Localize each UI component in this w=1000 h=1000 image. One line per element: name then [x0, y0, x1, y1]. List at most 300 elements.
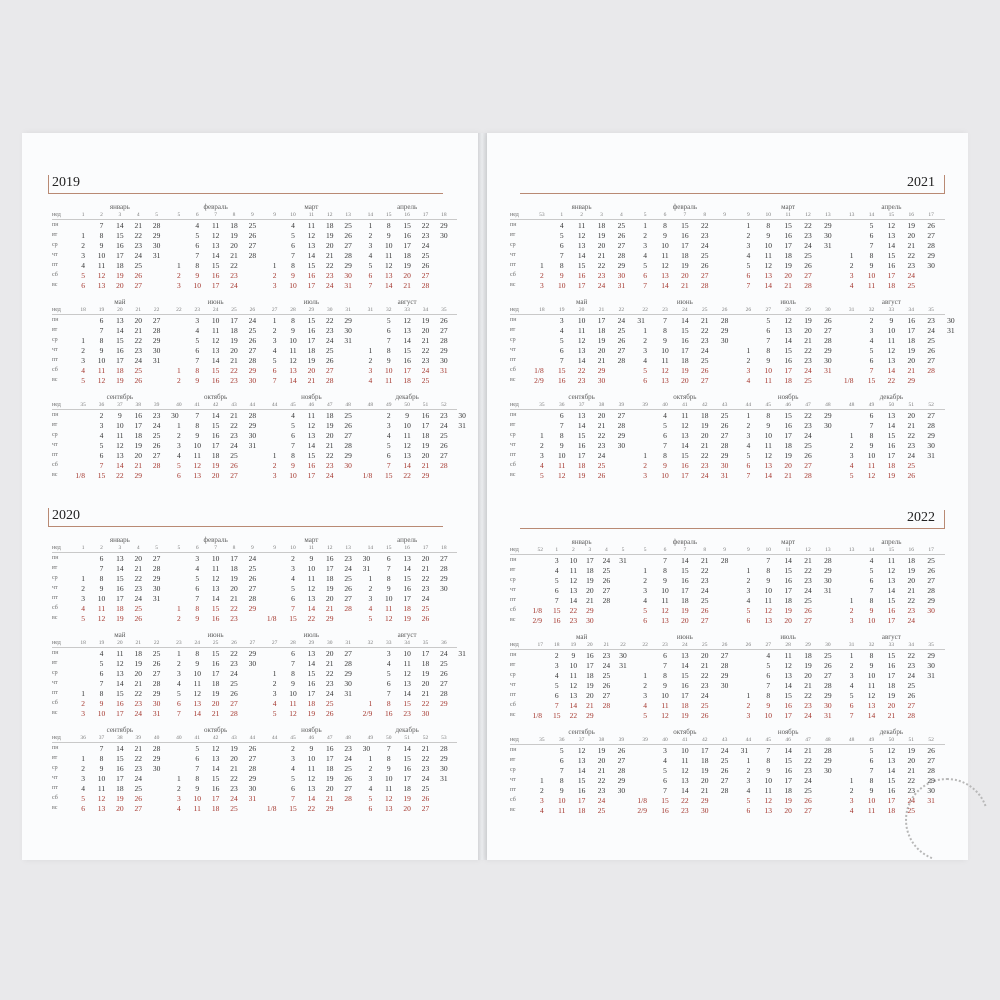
calendar-day: 23: [421, 356, 430, 365]
calendar-day: 7: [195, 411, 200, 420]
calendar-day: 19: [784, 606, 792, 615]
week-number: 1: [560, 212, 564, 218]
week-number: 46: [785, 737, 791, 743]
calendar-day: 19: [907, 346, 915, 355]
week-number: 45: [290, 402, 296, 408]
calendar-day: 17: [887, 451, 896, 460]
calendar-day: 30: [152, 699, 161, 708]
week-number: 44: [271, 402, 278, 408]
calendar-day: 23: [804, 231, 812, 240]
week-number: 13: [825, 212, 831, 218]
calendar-day: 22: [421, 574, 430, 583]
calendar-day: 15: [681, 221, 689, 230]
calendar-day: 27: [230, 699, 238, 708]
calendar-day: 13: [193, 699, 202, 708]
calendar-day: 27: [617, 756, 626, 765]
calendar-day: 4: [368, 376, 373, 385]
calendar-day: 19: [784, 796, 792, 805]
calendar-day: 1: [81, 689, 86, 698]
calendar-day: 7: [554, 701, 559, 710]
calendar-day: 21: [134, 326, 142, 335]
calendar-day: 3: [869, 326, 874, 335]
calendar-day: 15: [403, 699, 411, 708]
calendar-day: 22: [907, 651, 915, 660]
calendar-day: 19: [116, 614, 124, 623]
calendar-day: 31: [440, 774, 448, 783]
calendar-day: 26: [804, 451, 812, 460]
calendar-day: 11: [887, 556, 895, 565]
calendar-day: 5: [195, 231, 200, 240]
week-number: 7: [214, 212, 217, 218]
calendar-day: 21: [421, 744, 430, 753]
calendar-day: 22: [134, 754, 142, 763]
calendar-day: 13: [193, 471, 202, 480]
calendar-day: 20: [403, 271, 411, 280]
week-number: 35: [539, 402, 545, 408]
calendar-day: 7: [99, 679, 104, 688]
calendar-day: 1: [272, 261, 277, 270]
calendar-day: 3: [849, 796, 854, 805]
calendar-day: 19: [887, 471, 896, 480]
week-row-rule: [510, 649, 945, 650]
week-number: 29: [308, 640, 315, 646]
calendar-day: 13: [569, 691, 578, 700]
week-number: 44: [745, 402, 752, 408]
calendar-day: 2: [849, 606, 854, 615]
calendar-day: 25: [248, 221, 257, 230]
calendar-day: 9: [766, 576, 771, 585]
weekday-label: вс: [510, 282, 516, 288]
week-label: нед: [510, 307, 519, 313]
calendar-day: 22: [887, 376, 896, 385]
calendar-day: 21: [887, 711, 896, 720]
calendar-day: 7: [663, 661, 667, 670]
calendar-day: 9: [195, 431, 200, 440]
week-number: 37: [578, 737, 585, 743]
calendar-day: 9: [766, 356, 771, 365]
calendar-day: 7: [195, 764, 200, 773]
calendar-day: 14: [116, 679, 124, 688]
calendar-day: 12: [887, 221, 896, 230]
calendar-day: 30: [617, 271, 626, 280]
calendar-day: 18: [325, 764, 334, 773]
week-number: 44: [249, 735, 256, 741]
calendar-day: 8: [766, 346, 771, 355]
calendar-day: 14: [307, 659, 316, 668]
calendar-day: 25: [421, 376, 430, 385]
month-name: сентябрь: [568, 393, 595, 401]
calendar-day: 2: [540, 786, 544, 795]
calendar-day: 12: [97, 271, 106, 280]
calendar-day: 2: [81, 764, 86, 773]
calendar-day: 5: [869, 346, 874, 355]
calendar-day: 2: [386, 411, 391, 420]
calendar-day: 3: [195, 554, 200, 563]
calendar-day: 18: [134, 431, 142, 440]
calendar-day: 18: [116, 366, 124, 375]
calendar-day: 22: [804, 221, 812, 230]
calendar-day: 19: [211, 461, 220, 470]
calendar-day: 2/9: [532, 616, 543, 625]
calendar-day: 1: [643, 671, 648, 680]
month-name: октябрь: [673, 728, 697, 736]
calendar-day: 6: [746, 616, 751, 625]
week-number: 18: [441, 212, 447, 218]
month-name: апрель: [397, 536, 418, 544]
calendar-day: 24: [700, 691, 709, 700]
calendar-day: 14: [116, 461, 124, 470]
calendar-day: 1: [849, 431, 854, 440]
calendar-day: 11: [97, 604, 106, 613]
calendar-day: 12: [764, 261, 773, 270]
calendar-day: 8: [195, 774, 200, 783]
calendar-day: 15: [553, 711, 561, 720]
calendar-day: 28: [617, 356, 626, 365]
week-number: 35: [441, 307, 447, 313]
calendar-day: 23: [700, 681, 709, 690]
calendar-day: 18: [116, 784, 124, 793]
weekday-label: чт: [510, 252, 516, 258]
calendar-day: 29: [248, 604, 257, 613]
calendar-day: 31: [637, 316, 645, 325]
calendar-day: 22: [421, 346, 430, 355]
calendar-day: 9: [99, 764, 104, 773]
calendar-day: 5: [368, 794, 373, 803]
calendar-day: 5: [81, 614, 86, 623]
calendar-day: 18: [597, 326, 606, 335]
week-number: 26: [745, 307, 752, 313]
calendar-day: 4: [81, 784, 86, 793]
calendar-day: 9: [766, 701, 771, 710]
calendar-day: 30: [586, 616, 594, 625]
calendar-day: 3: [177, 794, 181, 803]
calendar-day: 29: [824, 346, 832, 355]
calendar-day: 13: [569, 586, 578, 595]
calendar-day: 12: [193, 689, 202, 698]
calendar-day: 1: [177, 421, 181, 430]
week-number: 1: [81, 545, 85, 551]
calendar-day: 16: [553, 616, 561, 625]
calendar-day: 29: [927, 431, 935, 440]
calendar-day: 1: [177, 604, 181, 613]
calendar-day: 10: [193, 669, 202, 678]
week-number: 43: [231, 402, 237, 408]
calendar-day: 22: [907, 431, 915, 440]
week-number: 37: [117, 402, 123, 408]
weekday-label: вт: [52, 755, 58, 761]
calendar-day: 14: [577, 251, 586, 260]
calendar-day: 13: [307, 784, 316, 793]
calendar-day: 10: [97, 251, 106, 260]
month-name: ноябрь: [777, 728, 799, 736]
calendar-day: 3: [746, 776, 751, 785]
calendar-day: 9: [386, 356, 391, 365]
calendar-day: 3: [272, 689, 277, 698]
week-label: нед: [52, 307, 61, 313]
calendar-day: 21: [586, 701, 594, 710]
calendar-day: 7: [291, 604, 295, 613]
calendar-day: 13: [211, 584, 220, 593]
week-number: 52: [422, 735, 429, 741]
calendar-day: 3: [272, 336, 277, 345]
calendar-day: 16: [681, 231, 689, 240]
weekday-label: вс: [510, 472, 516, 478]
calendar-day: 4: [272, 699, 277, 708]
weekday-label: сб: [52, 462, 58, 468]
calendar-day: 24: [134, 251, 142, 260]
calendar-day: 10: [289, 336, 297, 345]
calendar-day: 18: [325, 411, 334, 420]
calendar-day: 8: [386, 754, 391, 763]
calendar-day: 4: [291, 574, 295, 583]
calendar-day: 25: [824, 651, 832, 660]
calendar-day: 28: [248, 251, 257, 260]
calendar-day: 25: [344, 221, 352, 230]
calendar-day: 10: [764, 366, 773, 375]
week-label: нед: [52, 402, 61, 408]
calendar-day: 16: [661, 806, 669, 815]
calendar-day: 12: [661, 606, 669, 615]
calendar-day: 19: [681, 366, 689, 375]
weekday-label: чт: [52, 775, 58, 781]
calendar-day: 3: [272, 471, 277, 480]
calendar-day: 31: [152, 251, 161, 260]
calendar-day: 15: [784, 756, 792, 765]
weekday-label: сб: [52, 700, 58, 706]
calendar-day: 26: [804, 796, 812, 805]
calendar-day: 25: [325, 346, 334, 355]
week-row-rule: [510, 744, 945, 745]
calendar-day: 29: [927, 251, 935, 260]
week-number: 41: [194, 735, 201, 741]
week-number: 13: [345, 545, 351, 551]
calendar-day: 29: [907, 376, 915, 385]
calendar-day: 21: [211, 709, 220, 718]
calendar-day: 22: [230, 649, 238, 658]
calendar-day: 24: [617, 316, 626, 325]
calendar-day: 10: [569, 556, 578, 565]
calendar-day: 11: [577, 221, 586, 230]
calendar-day: 15: [681, 326, 689, 335]
calendar-day: 1: [81, 754, 86, 763]
calendar-day: 7: [869, 366, 874, 375]
calendar-day: 10: [681, 746, 689, 755]
calendar-day: 12: [569, 681, 578, 690]
calendar-day: 20: [907, 356, 915, 365]
calendar-day: 4: [663, 756, 667, 765]
calendar-day: 5: [177, 689, 181, 698]
week-number: 52: [928, 737, 934, 743]
calendar-day: 4: [559, 221, 564, 230]
calendar-day: 29: [248, 774, 257, 783]
calendar-day: 24: [907, 796, 915, 805]
calendar-day: 8: [291, 316, 295, 325]
calendar-day: 19: [403, 614, 411, 623]
week-number: 49: [868, 402, 875, 408]
calendar-day: 19: [700, 421, 709, 430]
calendar-day: 26: [344, 774, 352, 783]
calendar-day: 28: [824, 746, 832, 755]
calendar-day: 7: [272, 376, 277, 385]
calendar-day: 8: [559, 431, 564, 440]
week-number: 48: [345, 402, 351, 408]
calendar-day: 13: [211, 241, 220, 250]
calendar-day: 6: [291, 649, 295, 658]
calendar-day: 24: [804, 586, 812, 595]
calendar-day: 11: [569, 566, 577, 575]
calendar-day: 22: [700, 221, 709, 230]
calendar-day: 3: [746, 241, 751, 250]
calendar-day: 11: [307, 221, 315, 230]
calendar-day: 27: [927, 756, 935, 765]
calendar-day: 8: [663, 566, 667, 575]
calendar-day: 7: [177, 709, 181, 718]
calendar-day: 11: [681, 411, 689, 420]
calendar-day: 9: [195, 271, 200, 280]
calendar-day: 10: [887, 326, 896, 335]
calendar-day: 23: [230, 614, 238, 623]
calendar-day: 9: [663, 576, 667, 585]
calendar-day: 25: [421, 604, 430, 613]
calendar-day: 20: [134, 451, 142, 460]
calendar-day: 4: [291, 411, 295, 420]
calendar-day: 30: [700, 806, 709, 815]
calendar-day: 1: [368, 699, 373, 708]
calendar-day: 5: [368, 614, 373, 623]
calendar-day: 9: [386, 584, 391, 593]
week-number: 9: [273, 212, 277, 218]
calendar-day: 16: [307, 461, 316, 470]
calendar-day: 27: [927, 576, 935, 585]
month-name: декабрь: [395, 726, 419, 734]
week-row-rule: [52, 219, 457, 220]
week-number: 46: [308, 735, 315, 741]
calendar-day: 31: [362, 564, 371, 573]
calendar-day: 21: [230, 411, 238, 420]
calendar-day: 21: [804, 336, 812, 345]
calendar-day: 17: [681, 471, 689, 480]
calendar-day: 31: [927, 451, 935, 460]
week-number: 12: [326, 212, 333, 218]
calendar-day: 3: [746, 586, 751, 595]
calendar-day: 29: [344, 316, 352, 325]
calendar-day: 20: [325, 594, 334, 603]
calendar-day: 16: [887, 786, 896, 795]
calendar-day: 24: [927, 326, 935, 335]
calendar-day: 7: [869, 766, 874, 775]
calendar-day: 7: [386, 744, 391, 753]
calendar-day: 20: [700, 776, 709, 785]
calendar-day: 27: [720, 431, 729, 440]
calendar-day: 26: [248, 744, 257, 753]
calendar-day: 20: [907, 231, 915, 240]
calendar-day: 3: [554, 661, 559, 670]
calendar-day: 5: [554, 576, 559, 585]
calendar-day: 27: [700, 376, 709, 385]
calendar-day: 25: [152, 649, 161, 658]
calendar-day: 24: [344, 754, 352, 763]
week-number: 12: [326, 545, 333, 551]
calendar-day: 3: [643, 586, 648, 595]
week-number: 14: [868, 212, 875, 218]
calendar-day: 14: [307, 441, 316, 450]
calendar-day: 29: [824, 221, 832, 230]
calendar-day: 28: [440, 336, 448, 345]
calendar-day: 19: [325, 421, 334, 430]
calendar-day: 23: [907, 441, 915, 450]
week-label: нед: [510, 642, 519, 648]
calendar-day: 14: [569, 596, 578, 605]
calendar-day: 9: [663, 231, 667, 240]
calendar-day: 2: [643, 336, 648, 345]
calendar-day: 13: [307, 594, 316, 603]
calendar-day: 20: [907, 576, 915, 585]
calendar-day: 13: [681, 431, 689, 440]
calendar-day: 2: [177, 614, 181, 623]
calendar-day: 29: [617, 776, 626, 785]
week-number: 39: [135, 735, 141, 741]
calendar-day: 22: [230, 261, 238, 270]
calendar-day: 4: [663, 411, 667, 420]
calendar-day: 10: [307, 564, 316, 573]
calendar-day: 8: [291, 261, 295, 270]
calendar-day: 16: [784, 701, 792, 710]
calendar-day: 27: [824, 671, 832, 680]
calendar-day: 23: [804, 576, 812, 585]
calendar-day: 18: [577, 806, 586, 815]
calendar-day: 8: [766, 566, 771, 575]
calendar-day: 23: [597, 271, 606, 280]
week-number: 29: [308, 307, 315, 313]
calendar-day: 30: [440, 356, 448, 365]
calendar-day: 30: [824, 701, 832, 710]
calendar-day: 26: [421, 614, 430, 623]
week-number: 4: [136, 545, 140, 551]
calendar-day: 13: [887, 756, 896, 765]
calendar-day: 16: [116, 699, 124, 708]
calendar-day: 25: [134, 261, 142, 270]
calendar-day: 21: [421, 461, 430, 470]
calendar-day: 21: [681, 281, 689, 290]
calendar-day: 2: [177, 784, 181, 793]
week-number: 52: [928, 402, 934, 408]
calendar-day: 10: [867, 671, 876, 680]
calendar-day: 25: [804, 441, 812, 450]
calendar-day: 30: [152, 764, 161, 773]
calendar-day: 23: [325, 271, 334, 280]
calendar-day: 10: [403, 421, 411, 430]
week-number: 22: [176, 307, 182, 313]
weekday-label: пт: [510, 452, 516, 458]
month-name: июнь: [676, 298, 693, 306]
calendar-day: 12: [307, 584, 316, 593]
calendar-day: 26: [134, 794, 142, 803]
calendar-day: 17: [403, 366, 411, 375]
weekday-label: вс: [510, 712, 516, 718]
calendar-day: 27: [927, 356, 935, 365]
calendar-day: 15: [681, 566, 689, 575]
calendar-day: 6: [195, 754, 200, 763]
calendar-day: 24: [325, 471, 334, 480]
week-number: 22: [153, 307, 160, 313]
calendar-day: 19: [804, 661, 812, 670]
calendar-day: 4: [746, 786, 751, 795]
week-number: 36: [80, 735, 86, 741]
calendar-day: 14: [577, 356, 586, 365]
calendar-day: 7: [386, 461, 391, 470]
calendar-day: 15: [784, 566, 792, 575]
calendar-day: 31: [927, 796, 935, 805]
